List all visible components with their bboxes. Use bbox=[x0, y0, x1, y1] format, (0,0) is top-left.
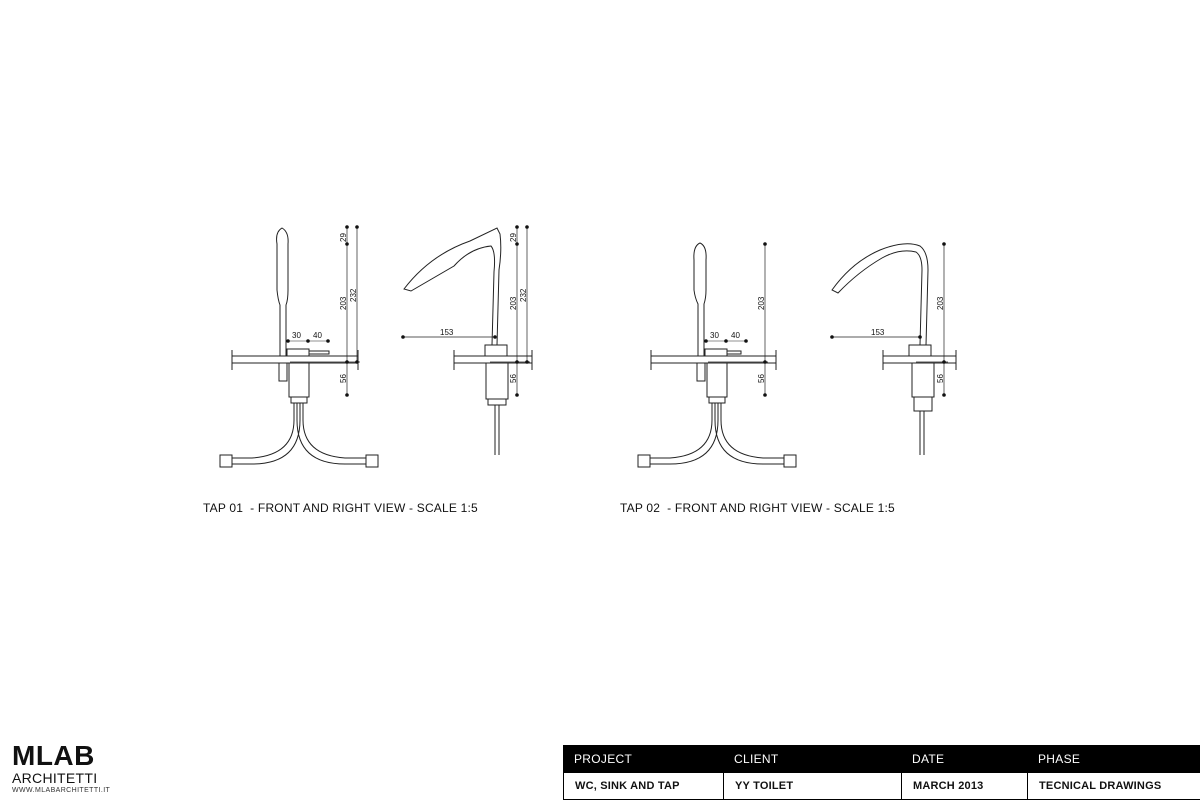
tap-02-side-dim-mid: 203 bbox=[936, 296, 945, 310]
tap-02-front-dim-a: 30 bbox=[710, 331, 719, 340]
header-phase: PHASE bbox=[1038, 752, 1081, 766]
header-client: CLIENT bbox=[734, 752, 779, 766]
tap-01-caption: TAP 01 - FRONT AND RIGHT VIEW - SCALE 1:5 bbox=[203, 501, 478, 515]
company-logo bbox=[12, 742, 110, 795]
tap-01-front-dim-below: 56 bbox=[339, 374, 348, 383]
tap-01-front-dim-total: 232 bbox=[349, 288, 358, 302]
tap-02-side-dimensions bbox=[832, 244, 948, 395]
tap-02-front-view bbox=[638, 243, 796, 467]
logo-url: WWW.MLABARCHITETTI.IT bbox=[12, 787, 111, 794]
value-phase: TECNICAL DRAWINGS bbox=[1039, 780, 1162, 792]
tap-02-front-dim-mid: 203 bbox=[757, 296, 766, 310]
tap-02-front-dim-b: 40 bbox=[731, 331, 740, 340]
title-block bbox=[563, 745, 1200, 800]
header-project: PROJECT bbox=[574, 752, 633, 766]
value-client: YY TOILET bbox=[724, 773, 902, 799]
title-block-header bbox=[563, 745, 1200, 773]
logo-subtitle: ARCHITETTI bbox=[12, 770, 98, 786]
tap-01-side-dim-top: 29 bbox=[509, 233, 518, 242]
tap-01-front-dimensions bbox=[290, 227, 360, 395]
tap-02-front-dim-below: 56 bbox=[757, 374, 766, 383]
tap-02-side-dim-below: 56 bbox=[936, 374, 945, 383]
tap-02-front-dimensions bbox=[708, 244, 768, 395]
header-date: DATE bbox=[912, 752, 945, 766]
tap-01-side-dim-total: 232 bbox=[519, 288, 528, 302]
tap-01-front-view bbox=[220, 228, 378, 467]
tap-01-side-dim-reach: 153 bbox=[440, 328, 454, 337]
tap-01-side-dimensions bbox=[403, 227, 530, 395]
tap-01-front-dim-top: 29 bbox=[339, 233, 348, 242]
value-project: WC, SINK AND TAP bbox=[564, 773, 724, 799]
value-date: MARCH 2013 bbox=[902, 773, 1028, 799]
tap-01-side-dim-mid: 203 bbox=[509, 296, 518, 310]
tap-01-front-dim-b: 40 bbox=[313, 331, 322, 340]
title-block-values bbox=[563, 773, 1200, 800]
logo-name: MLAB bbox=[12, 740, 95, 771]
tap-01-front-dim-a: 30 bbox=[292, 331, 301, 340]
tap-02-side-dim-reach: 153 bbox=[871, 328, 885, 337]
tap-02-side-view bbox=[832, 244, 956, 455]
tap-01-front-dim-mid: 203 bbox=[339, 296, 348, 310]
tap-01-side-view bbox=[404, 228, 532, 455]
tap-02-caption: TAP 02 - FRONT AND RIGHT VIEW - SCALE 1:5 bbox=[620, 501, 895, 515]
tap-01-side-dim-below: 56 bbox=[509, 374, 518, 383]
